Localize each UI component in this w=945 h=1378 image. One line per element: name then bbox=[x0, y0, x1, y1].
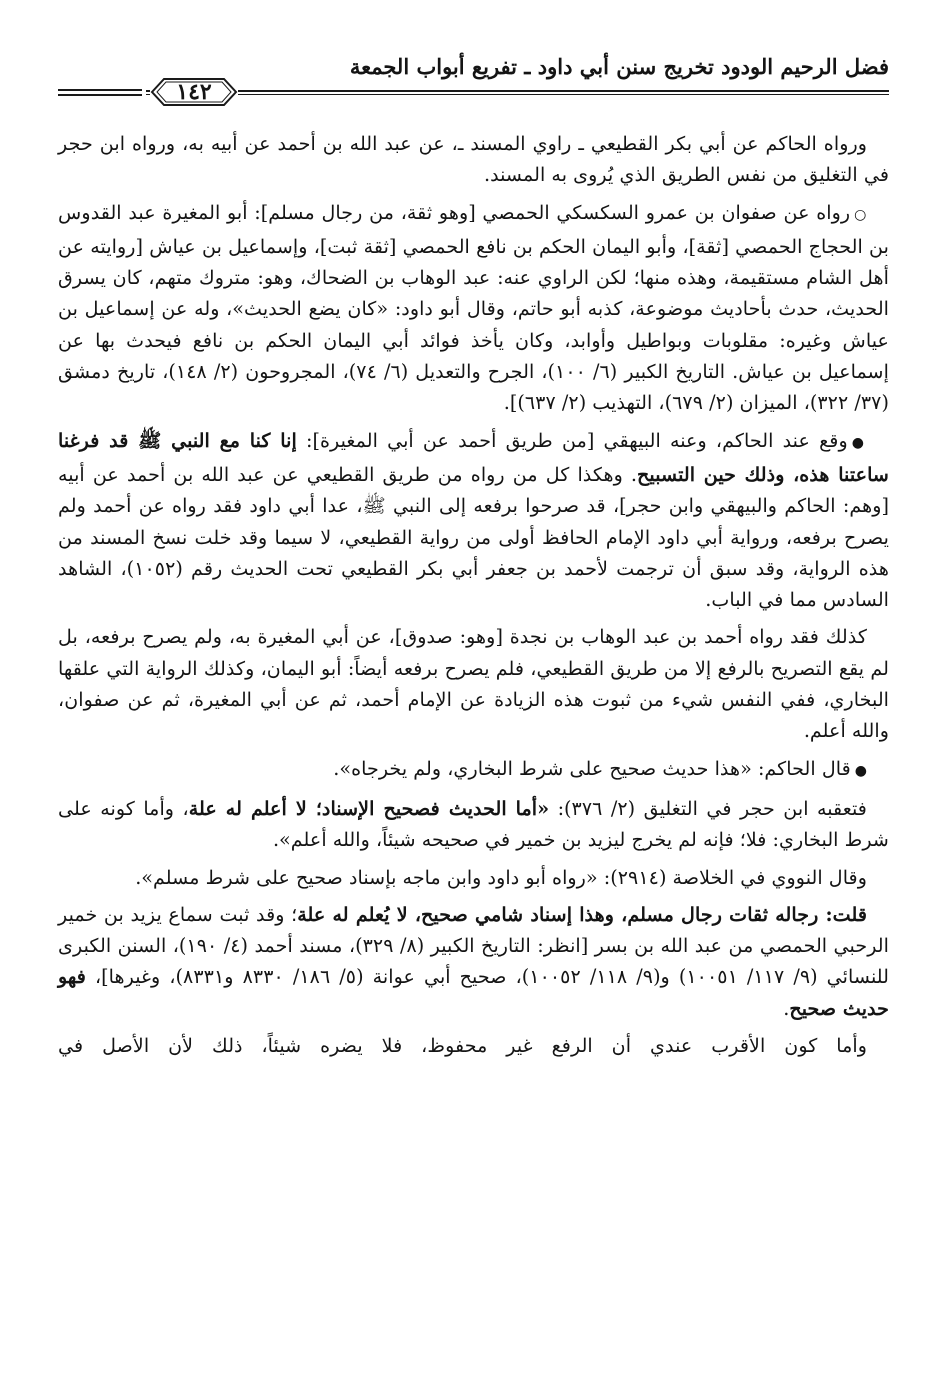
header-title: فضل الرحيم الودود تخريج سنن أبي داود ـ تفريع أبواب الجمعة bbox=[349, 54, 889, 79]
text-segment: كذلك فقد رواه أحمد بن عبد الوهاب بن نجدة [وهو: صدوق]، عن أبي المغيرة به، ولم يصرح برفعه، بل لم يقع التصريح بالرفع إلا من طريق القطيعي، فلم يصرح برفعه أيضاً: أبو اليمان، وكذلك الرواية التي علقها البخاري، ففي النفس شيء من ثبوت هذه الزيادة عن الإمام أحمد، ثم عن أبي المغيرة، ثم عن صفوان، والله أعلم. bbox=[58, 625, 889, 743]
paragraph-p3 bbox=[58, 425, 889, 616]
text-segment: قال الحاكم: «هذا حديث صحيح على شرط البخاري، ولم يخرجاه». bbox=[333, 756, 851, 780]
text-segment: وأما كون الأقرب عندي أن الرفع غير محفوظ، فلا يضره شيئاً، ذلك لأن الأصل في bbox=[58, 1034, 867, 1058]
paragraph-p9 bbox=[58, 1030, 889, 1061]
paragraph-p6 bbox=[58, 793, 889, 856]
text-segment: وقال النووي في الخلاصة (٢٩١٤): «رواه أبو داود وابن ماجه بإسناد صحيح على شرط مسلم». bbox=[135, 865, 867, 889]
bullet-icon: ● bbox=[854, 762, 867, 779]
header-left-rule bbox=[58, 88, 146, 98]
text-segment: . bbox=[783, 996, 790, 1020]
page-body bbox=[58, 128, 889, 1067]
bold-text-segment: «أما الحديث فصحيح الإسناد؛ لا أعلم له علة bbox=[188, 796, 550, 820]
paragraph-p8 bbox=[58, 899, 889, 1024]
page-number: ١٤٢ bbox=[176, 79, 212, 105]
running-header bbox=[58, 52, 889, 110]
text-segment: فتعقبه ابن حجر في التغليق (٢/ ٣٧٦): bbox=[549, 796, 867, 820]
bullet-icon: ● bbox=[851, 434, 868, 451]
text-segment: ورواه الحاكم عن أبي بكر القطيعي ـ راوي المسند ـ، عن عبد الله بن أحمد عن أبيه به، ورواه ابن حجر في التغليق من نفس الطريق الذي يُروى به المسند. bbox=[58, 132, 889, 187]
paragraph-p5 bbox=[58, 753, 889, 787]
text-segment: رواه عن صفوان بن عمرو السكسكي الحمصي [وهو ثقة، من رجال مسلم]: أبو المغيرة عبد القدوس بن الحجاج الحمصي [ثقة]، وأبو اليمان الحكم بن نافع الحمصي [ثقة ثبت]، وإسماعيل بن عياش [روايته عن أهل الشام مستقيمة، وهذه منها؛ لكن الراوي عنه: عبد الوهاب بن الضحاك، وهو: متروك متهم، كان يسرق الحديث، حدث بأحاديث موضوعة، كذبه أبو حاتم، وقال أبو داود: «كان يضع الحديث»، وله عن إسماعيل بن عياش وغيره: مقلوبات وبواطيل وأوابد، وكان يأخذ فوائد أبي اليمان الحكم بن نافع فيحدث بها عن إسماعيل بن عياش. التاريخ الكبير (٦/ ١٠٠)، الجرح والتعديل (٦/ ٧٤)، المجروحون (٢/ ١٤٨)، تاريخ دمشق (٣٧/ ٣٢٢)، الميزان (٢/ ٦٧٩)، التهذيب (٢/ ٦٣٧)]. bbox=[58, 200, 889, 415]
bold-text-segment: فهو حديث صحيح bbox=[58, 965, 889, 1020]
text-segment: . وهكذا كل من رواه من طريق القطيعي عن عبد الله بن أحمد عن أبيه [وهم: الحاكم والبيهقي وابن حجر]، قد صرحوا برفعه إلى النبي ﷺ، عدا أبي داود فقد رواه عن أحمد ولم يصرح برفعه، ورواية أبي داود الإمام الحافظ أولى من رواية القطيعي، لا سيما وقد خلت نسخ المسند من هذه الرواية، وقد سبق أن ترجمت لأحمد بن جعفر أبي بكر القطيعي تحت الحديث رقم (١٠٥٢)، الشاهد السادس مما في الباب. bbox=[58, 462, 889, 612]
text-segment: ، وأما كونه على شرط البخاري: فلا؛ فإنه لم يخرج ليزيد بن خمير في صحيحه شيئاً، والله أعلم». bbox=[58, 796, 889, 852]
bold-text-segment: قلت: رجاله ثقات رجال مسلم، وهذا إسناد شامي صحيح، لا يُعلم له علة bbox=[297, 902, 868, 926]
paragraph-p4 bbox=[58, 621, 889, 746]
bold-text-segment: إنا كنا مع النبي ﷺ قد فرغنا ساعتنا هذه، وذلك حين التسبيح bbox=[58, 428, 889, 486]
paragraph-p1 bbox=[58, 128, 889, 191]
text-segment: ؛ وقد ثبت سماع يزيد بن خمير الرحبي الحمصي من عبد الله بن بسر [انظر: التاريخ الكبير (٨/ ٣٢٩)، مسند أحمد (٤/ ١٩٠)، السنن الكبرى للنسائي (٩/ ١١٧/ ١٠٠٥١) و(٩/ ١١٨/ ١٠٠٥٢)، صحيح أبي عوانة (٥/ ١٨٦/ ٨٣٣٠ و٨٣٣١)، وغيرها]، bbox=[58, 902, 889, 989]
paragraph-p7 bbox=[58, 862, 889, 893]
page-number-badge bbox=[150, 76, 238, 108]
bullet-icon: ○ bbox=[854, 206, 867, 223]
text-segment: وقع عند الحاكم، وعنه البيهقي [من طريق أحمد عن أبي المغيرة]: bbox=[296, 428, 848, 452]
paragraph-p2 bbox=[58, 197, 889, 419]
